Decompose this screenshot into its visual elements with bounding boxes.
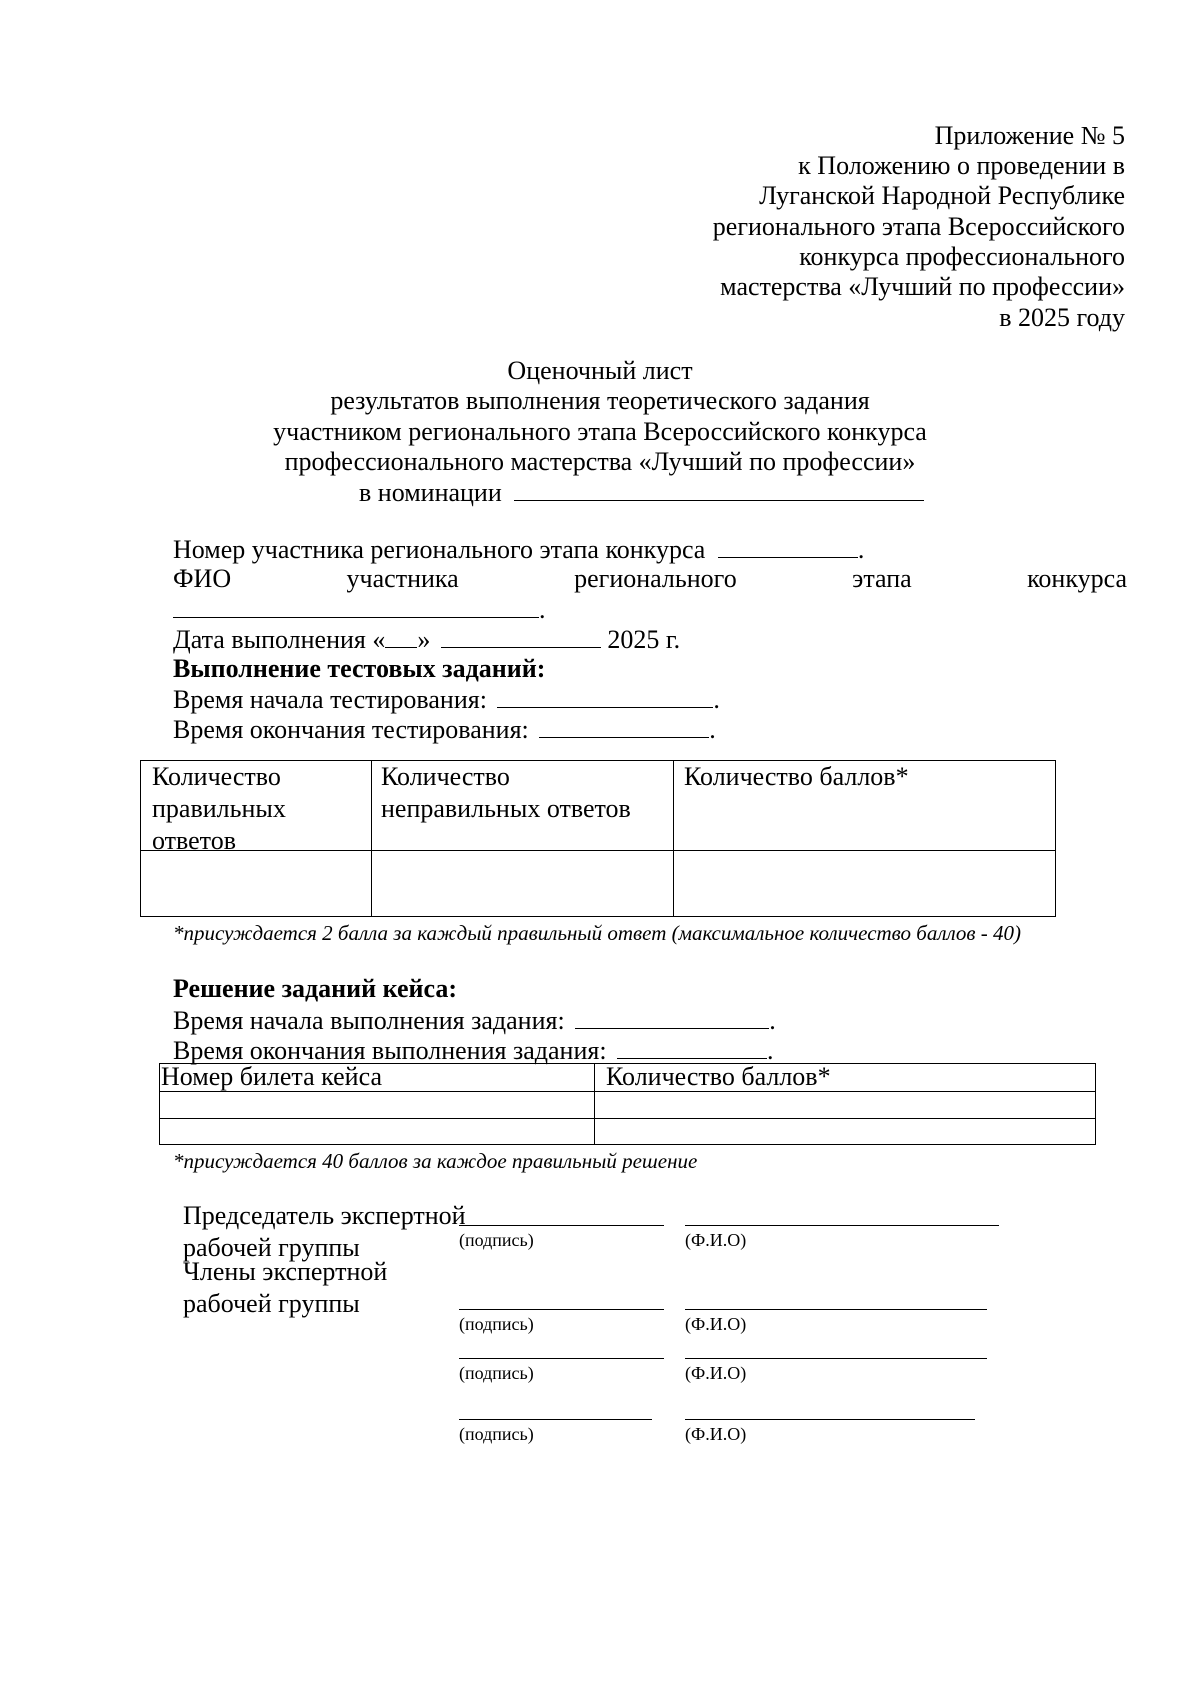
name-line[interactable] [685, 1225, 999, 1226]
fio-word: участника [346, 564, 459, 593]
fio-field-row [173, 593, 546, 626]
period: . [767, 1036, 774, 1065]
ticket-number-cell[interactable] [161, 1093, 593, 1117]
test-start-field[interactable] [497, 683, 713, 708]
appendix-line: Приложение № 5 [934, 121, 1125, 150]
table-header-cell: Количество правильных ответов [152, 762, 286, 855]
fio-word: этапа [852, 564, 912, 593]
table-col-divider [371, 760, 372, 917]
date-mid: » [417, 625, 431, 654]
name-caption: (Ф.И.О) [685, 1363, 747, 1383]
date-prefix: Дата выполнения « [173, 625, 386, 654]
fio-word: регионального [574, 564, 737, 593]
correct-answers-cell[interactable] [142, 852, 370, 915]
date-year: 2025 г. [607, 625, 681, 654]
chair-label: Председатель экспертной рабочей группы [183, 1201, 466, 1262]
title-line: участником регионального этапа Всероссийского конкурса [273, 417, 927, 446]
case-footnote: *присуждается 40 баллов за каждое правильный решение [173, 1149, 698, 1173]
appendix-line: мастерства «Лучший по профессии» [720, 272, 1125, 301]
ticket-number-cell[interactable] [161, 1120, 593, 1144]
name-line[interactable] [685, 1309, 987, 1310]
members-label: Члены экспертной рабочей группы [183, 1257, 388, 1318]
case-end-field[interactable] [617, 1034, 767, 1059]
signature-caption: (подпись) [459, 1230, 534, 1250]
title-line: Оценочный лист [507, 356, 693, 385]
date-month-field[interactable] [441, 623, 601, 648]
signature-caption: (подпись) [459, 1363, 534, 1383]
table-row-divider [159, 1118, 1096, 1119]
appendix-line: регионального этапа Всероссийского [712, 212, 1125, 241]
test-end-row [173, 713, 716, 746]
nomination-field[interactable] [514, 476, 924, 501]
date-row [173, 623, 680, 656]
test-end-label: Время окончания тестирования: [173, 715, 529, 744]
nomination-row [359, 476, 924, 509]
period: . [539, 595, 546, 624]
signature-line[interactable] [459, 1358, 664, 1359]
signature-caption: (подпись) [459, 1314, 534, 1334]
fio-field[interactable] [173, 593, 539, 618]
signature-line[interactable] [459, 1309, 664, 1310]
name-caption: (Ф.И.О) [685, 1230, 747, 1250]
signature-line[interactable] [459, 1419, 652, 1420]
period: . [709, 715, 716, 744]
test-section-heading: Выполнение тестовых заданий: [173, 654, 546, 683]
title-line: результатов выполнения теоретического задания [330, 386, 870, 415]
nomination-label: в номинации [359, 478, 502, 507]
test-footnote: *присуждается 2 балла за каждый правильный ответ (максимальное количество баллов - 40) [173, 921, 1022, 945]
case-start-row [173, 1004, 776, 1037]
date-day-field[interactable] [385, 623, 417, 648]
table-header-cell: Количество неправильных ответов [381, 762, 631, 823]
participant-number-row [173, 533, 864, 566]
title-line: профессионального мастерства «Лучший по профессии» [284, 447, 916, 476]
participant-number-field[interactable] [718, 533, 858, 558]
signature-caption: (подпись) [459, 1424, 534, 1444]
period: . [857, 535, 865, 564]
incorrect-answers-cell[interactable] [373, 852, 672, 915]
table-col-divider [594, 1063, 595, 1145]
table-header-cell: Количество баллов* [606, 1062, 831, 1091]
participant-number-label: Номер участника регионального этапа конкурса [173, 535, 706, 564]
appendix-line: Луганской Народной Республике [759, 181, 1125, 210]
period: . [769, 1006, 776, 1035]
appendix-line: в 2025 году [999, 303, 1125, 332]
fio-word: конкурса [1027, 564, 1127, 593]
test-score-cell[interactable] [675, 852, 1054, 915]
case-score-cell[interactable] [596, 1093, 1094, 1117]
appendix-line: к Положению о проведении в [798, 151, 1125, 180]
test-start-row [173, 683, 720, 716]
signature-line[interactable] [459, 1225, 664, 1226]
fio-row [173, 563, 1127, 595]
name-line[interactable] [685, 1358, 987, 1359]
fio-word: ФИО [173, 564, 232, 593]
case-score-cell[interactable] [596, 1120, 1094, 1144]
table-col-divider [673, 760, 674, 917]
test-start-label: Время начала тестирования: [173, 685, 487, 714]
case-start-label: Время начала выполнения задания: [173, 1006, 565, 1035]
name-caption: (Ф.И.О) [685, 1314, 747, 1334]
case-start-field[interactable] [575, 1004, 769, 1029]
test-end-field[interactable] [539, 713, 709, 738]
case-end-label: Время окончания выполнения задания: [173, 1036, 607, 1065]
period: . [713, 685, 720, 714]
table-header-cell: Количество баллов* [684, 762, 909, 791]
name-caption: (Ф.И.О) [685, 1424, 747, 1444]
name-line[interactable] [685, 1419, 975, 1420]
case-section-heading: Решение заданий кейса: [173, 974, 457, 1003]
table-header-cell: Номер билета кейса [161, 1062, 382, 1091]
appendix-line: конкурса профессионального [799, 242, 1125, 271]
